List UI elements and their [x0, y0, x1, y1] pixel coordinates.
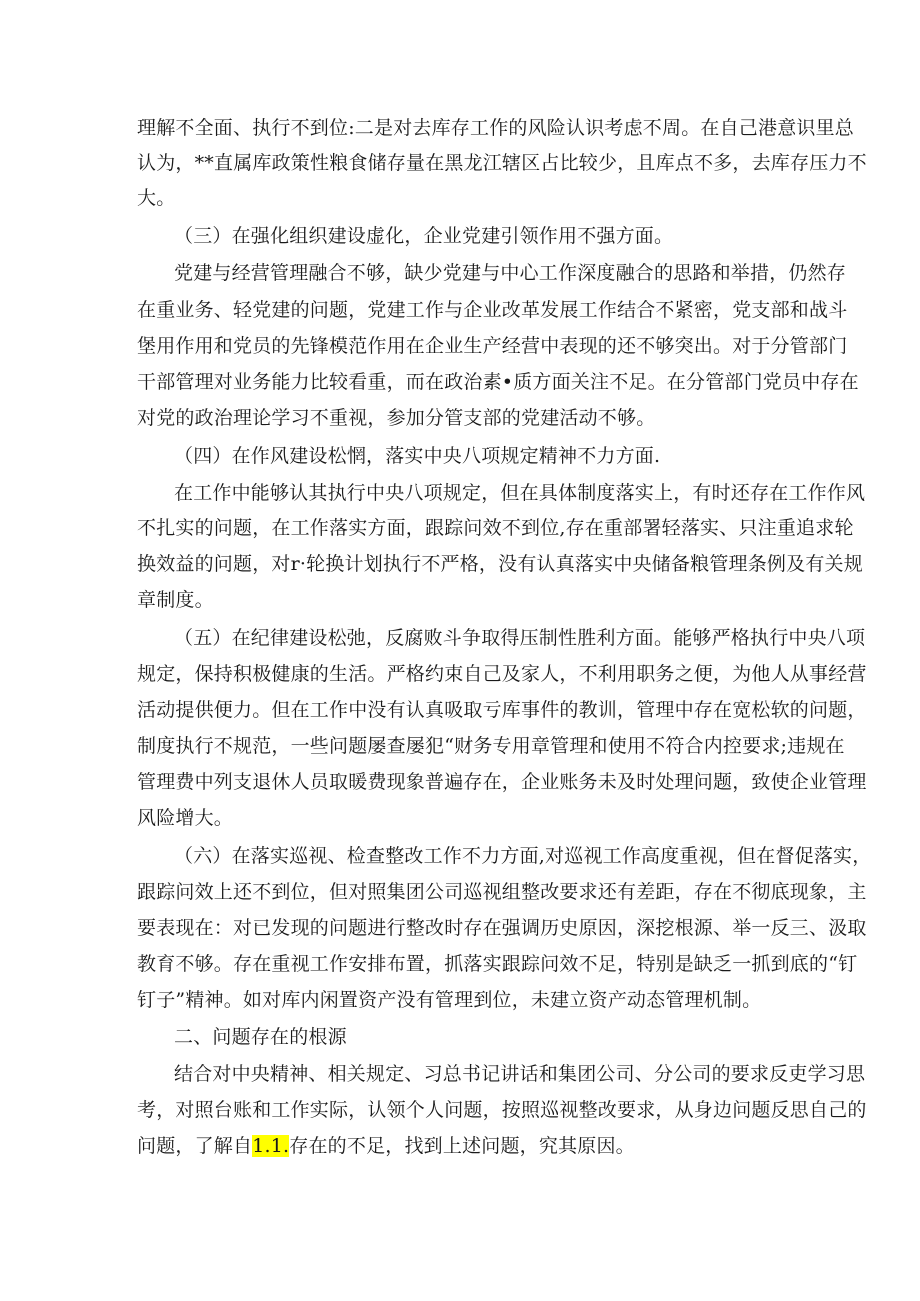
text-line: 干部管理对业务能力比较看重，而在政治素•质方面关注不足。在分管部门党员中存在	[137, 371, 859, 393]
text-line: 跟踪问效上还不到位，但对照集团公司巡视组整改要求还有差距，存在不彻底现象，主	[137, 881, 867, 903]
text-line: 要表现在：对已发现的问题进行整改时存在强调历史原因，深挖根源、举一反三、汲取	[137, 917, 867, 939]
text-line: 堡用作用和党员的先锋模范作用在企业生产经营中表现的还不够突出。对于分管部门	[137, 335, 848, 357]
text-line: 风险增大。	[137, 807, 234, 829]
text-line: 教育不够。存在重视工作安排布置，抓落实跟踪问效不足，特别是缺乏一抓到底的“钉	[137, 953, 858, 975]
text-line: 结合对中央精神、相关规定、习总书记讲话和集团公司、分公司的要求反吏学习思	[174, 1063, 866, 1085]
text-line: 不扎实的问题，在工作落实方面，跟踪问效不到位,存在重部署轻落实、只注重追求轮	[137, 517, 854, 539]
section-heading-6: （六）在落实巡视、检查整改工作不力方面,对巡视工作高度重视，但在督促落实，	[174, 845, 872, 867]
text-line: 在工作中能够认其执行中央八项规定，但在具体制度落实上，有时还存在工作作风	[174, 482, 866, 504]
section-heading-5: （五）在纪律建设松弛，反腐败斗争取得压制性胜利方面。能够严格执行中央八项	[174, 627, 866, 649]
text-line: 在重业务、轻党建的问题，党建工作与企业改革发展工作结合不紧密，党支部和战斗	[137, 299, 848, 321]
text-line: 管理费中列支退休人员取暖费现象普遍存在，企业账务未及时处理问题，致使企业管理	[137, 771, 867, 793]
text-line: 认为，**直属库政策性粮食储存量在黑龙江辖区占比较少，且库点不多，去库存压力不	[137, 152, 867, 174]
section-heading-4: （四）在作风建设松惘，落实中央八项规定精神不力方面.	[174, 445, 661, 467]
text-line: 换效益的问题，对r·轮换计划执行不严格，没有认真落实中央储备粮管理条例及有关规	[137, 553, 863, 575]
text-line: 活动提供便力。但在工作中没有认真吸取亏库事件的教训，管理中存在宽松软的问题，	[137, 699, 867, 721]
text-line: 章制度。	[137, 589, 214, 611]
text-line: 大。	[137, 187, 176, 209]
text-line: 党建与经营管理融合不够，缺少党建与中心工作深度融合的思路和举措，仍然存	[174, 262, 847, 284]
text-line: 理解不全面、执行不到位:二是对去库存工作的风险认识考虑不周。在自己港意识里总	[137, 117, 855, 139]
text-line: 规定，保持积极健康的生活。严格约束自己及家人，不利用职务之便，为他人从事经营	[137, 663, 867, 685]
text-line: 考，对照台账和工作实际，认领个人问题，按照巡视整改要求，从身边问题反思自己的	[137, 1099, 867, 1121]
text-line: 钉子”精神。如对库内闲置资产没有管理到位，未建立资产动态管理机制。	[137, 989, 762, 1011]
text-segment: 存在的不足，找到上述问题，究其原因。	[289, 1135, 635, 1157]
section-heading-root-cause: 二、问题存在的根源	[174, 1026, 347, 1048]
text-line: 对党的政治理论学习不重视，参加分管支部的党建活动不够。	[137, 407, 656, 429]
text-segment: 问题，了解自	[137, 1135, 253, 1157]
text-line: 制度执行不规范，一些问题屡查屡犯“财务专用章管理和使用不符合内控要求;违规在	[137, 735, 845, 757]
highlighted-text: 1.1.	[252, 1135, 290, 1157]
text-line-last	[137, 1133, 635, 1159]
section-heading-3: （三）在强化组织建设虚化，企业党建引领作用不强方面。	[174, 225, 674, 247]
